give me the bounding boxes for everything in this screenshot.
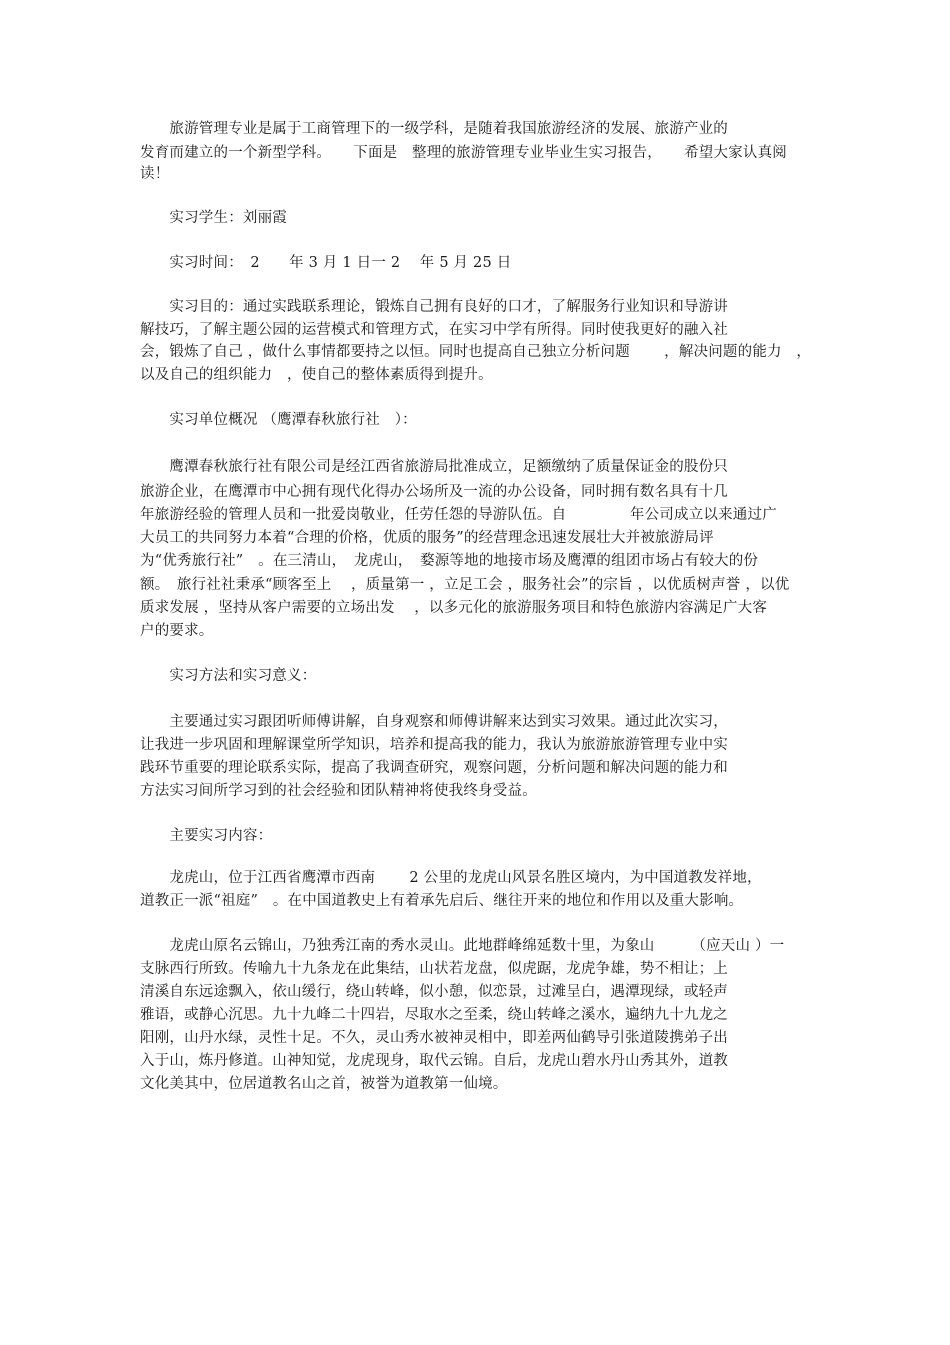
text-line: 读！ [140, 166, 170, 182]
text-line: 让我进一步巩固和理解课堂所学知识，培养和提高我的能力，我认为旅游旅游管理专业中实 [140, 737, 728, 753]
text-line: 实习方法和实习意义： [140, 668, 317, 684]
text-line: 为“优秀旅行社” 。在三清山， 龙虎山， 婺源等地的地接市场及鹰潭的组团市场占有较大的份 [140, 553, 759, 569]
text-line: 以及自己的组织能力 ，使自己的整体素质得到提升。 [140, 367, 493, 383]
text-line: 践环节重要的理论联系实际，提高了我调查研究，观察问题，分析问题和解决问题的能力和 [140, 760, 728, 776]
text-line: 清溪自东远途飘入，依山缓行，绕山转峰，似小憩，似恋景，过滩呈白，遇潭现绿，或轻声 [140, 984, 728, 1000]
text-line: 质求发展 ，坚持从客户需要的立场出发 ，以多元化的旅游服务项目和特色旅游内容满足广大客 [140, 600, 768, 616]
text-line: 支脉西行所致。传喻九十九条龙在此集结，山状若龙盘，似虎踞，龙虎争雄，势不相让；上 [140, 961, 728, 977]
text-line: 主要实习内容： [140, 828, 273, 844]
text-line: 实习目的：通过实践联系理论，锻炼自己拥有良好的口才，了解服务行业知识和导游讲 [140, 299, 728, 315]
text-line: 道教正一派“祖庭” 。在中国道教史上有着承先启后、继往开来的地位和作用以及重大影响。 [140, 893, 744, 909]
text-line: 龙虎山原名云锦山，乃独秀江南的秀水灵山。此地群峰绵延数十里，为象山 （应天山 ）一 [140, 938, 785, 954]
text-line: 入于山，炼丹修道。山神知觉，龙虎现身，取代云锦。自后，龙虎山碧水丹山秀其外，道教 [140, 1053, 728, 1069]
text-line: 大员工的共同努力本着“合理的价格，优质的服务”的经营理念迅速发展壮大并被旅游局评 [140, 530, 714, 546]
text-line: 主要通过实习跟团听师傅讲解，自身观察和师傅讲解来达到实习效果。通过此次实习， [140, 714, 728, 730]
text-line: 年旅游经验的管理人员和一批爱岗敬业，任劳任怨的导游队伍。自 年公司成立以来通过广 [140, 507, 777, 523]
text-line: 鹰潭春秋旅行社有限公司是经江西省旅游局批准成立，足额缴纳了质量保证金的股份只 [140, 459, 728, 475]
text-line: 会，锻炼了自己 ，做什么事情都要持之以恒。同时也提高自己独立分析问题 ，解决问题的能力 ， [140, 344, 812, 360]
text-line: 雅语，或静心沉思。九十九峰二十四岩，尽取水之至柔，绕山转峰之溪水，遍纳九十九龙之 [140, 1007, 728, 1023]
text-line: 方法实习间所学习到的社会经验和团队精神将使我终身受益。 [140, 783, 537, 799]
text-line: 实习学生：刘丽霞 [140, 210, 287, 226]
text-line: 额。 旅行社社秉承“顾客至上 ，质量第一 ，立足工会 ，服务社会”的宗旨 ，以优质树声誉 ，以优 [140, 577, 790, 593]
text-line: 解技巧，了解主题公园的运营模式和管理方式，在实习中学有所得。同时使我更好的融入社 [140, 322, 728, 338]
text-line: 阳刚，山丹水绿，灵性十足。不久，灵山秀水被神灵相中，即差两仙鹤导引张道陵携弟子出 [140, 1030, 728, 1046]
text-line: 户的要求。 [140, 623, 214, 639]
text-line: 文化美其中，位居道教名山之首，被誉为道教第一仙境。 [140, 1076, 508, 1092]
text-line: 旅游企业，在鹰潭市中心拥有现代化得办公场所及一流的办公设备，同时拥有数名具有十几 [140, 484, 728, 500]
text-line: 实习单位概况 （鹰潭春秋旅行社 ）： [140, 412, 417, 428]
text-line: 旅游管理专业是属于工商管理下的一级学科，是随着我国旅游经济的发展、旅游产业的 [140, 121, 728, 137]
text-line: 实习时间： 2 年 3 月 1 日一 2 年 5 月 25 日 [140, 255, 512, 271]
text-line: 发育而建立的一个新型学科。 下面是 整理的旅游管理专业毕业生实习报告， 希望大家认真阅 [140, 145, 787, 161]
text-line: 龙虎山，位于江西省鹰潭市西南 2 公里的龙虎山风景名胜区境内，为中国道教发祥地， [140, 870, 762, 886]
